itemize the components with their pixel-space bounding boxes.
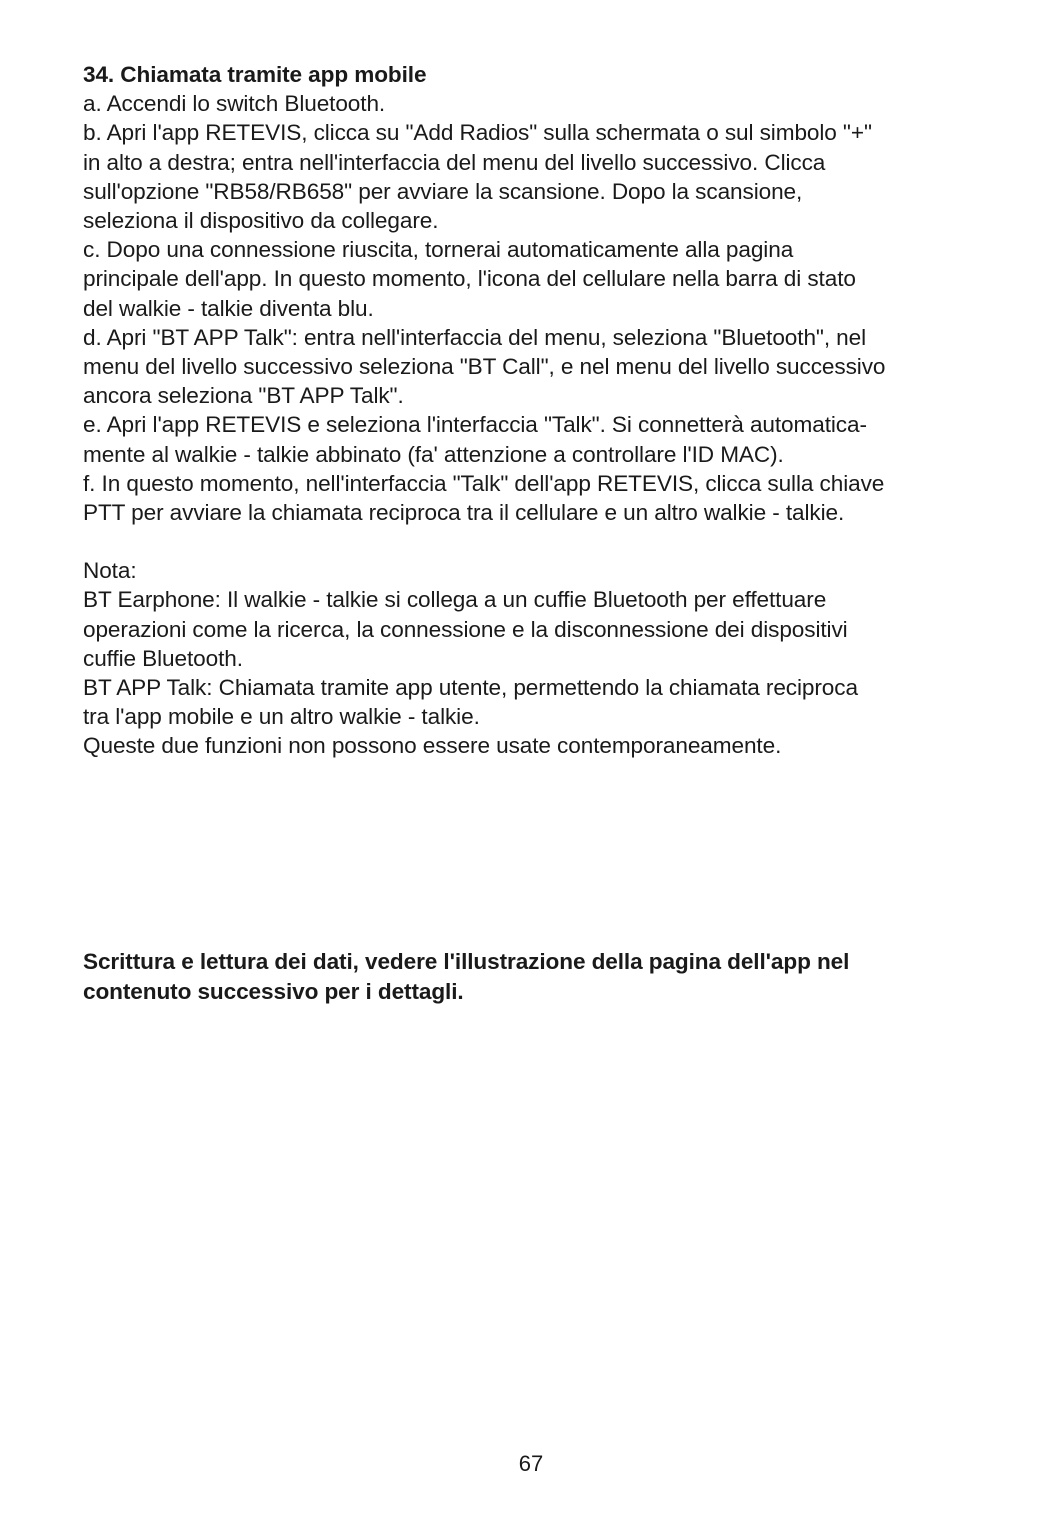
page-content xyxy=(83,60,988,761)
note-line: operazioni come la ricerca, la connessione e la disconnessione dei dispositivi xyxy=(83,616,848,642)
step-line: seleziona il dispositivo da collegare. xyxy=(83,208,439,234)
step-line: b. Apri l'app RETEVIS, clicca su "Add Radios" sulla schermata o sul simbolo "+" xyxy=(83,120,872,146)
note-line: Queste due funzioni non possono essere usate contemporaneamente. xyxy=(83,733,782,759)
data-rw-note-line: Scrittura e lettura dei dati, vedere l'illustrazione della pagina dell'app nel xyxy=(83,949,850,974)
note-line: BT Earphone: Il walkie - talkie si collega a un cuffie Bluetooth per effettuare xyxy=(83,587,827,613)
step-line: principale dell'app. In questo momento, l'icona del cellulare nella barra di stato xyxy=(83,266,856,292)
step-line: in alto a destra; entra nell'interfaccia del menu del livello successivo. Clicca xyxy=(83,149,826,175)
page-number: 67 xyxy=(518,1451,544,1476)
step-b xyxy=(83,118,988,235)
section-title: 34. Chiamata tramite app mobile xyxy=(83,62,427,87)
data-rw-note xyxy=(83,947,988,1006)
step-line: e. Apri l'app RETEVIS e seleziona l'interfaccia "Talk". Si connetterà automatica- xyxy=(83,412,867,438)
step-line: menu del livello successivo seleziona "BT Call", e nel menu del livello successivo xyxy=(83,354,886,380)
note-label: Nota: xyxy=(83,558,137,584)
step-line: del walkie - talkie diventa blu. xyxy=(83,295,374,321)
step-line: sull'opzione "RB58/RB658" per avviare la scansione. Dopo la scansione, xyxy=(83,178,803,204)
note-block xyxy=(83,556,988,760)
step-line: a. Accendi lo switch Bluetooth. xyxy=(83,91,386,117)
note-line: tra l'app mobile e un altro walkie - talkie. xyxy=(83,704,480,730)
step-d xyxy=(83,323,988,411)
data-rw-note-line: contenuto successivo per i dettagli. xyxy=(83,978,464,1004)
step-line: d. Apri "BT APP Talk": entra nell'interfaccia del menu, seleziona "Bluetooth", nel xyxy=(83,324,867,350)
step-line: f. In questo momento, nell'interfaccia "Talk" dell'app RETEVIS, clicca sulla chiave xyxy=(83,470,885,496)
step-f xyxy=(83,469,988,527)
step-a xyxy=(83,89,988,118)
step-line: mente al walkie - talkie abbinato (fa' attenzione a controllare l'ID MAC). xyxy=(83,441,784,467)
step-c xyxy=(83,235,988,323)
spacer xyxy=(83,527,988,556)
step-line: c. Dopo una connessione riuscita, tornerai automaticamente alla pagina xyxy=(83,237,794,263)
step-line: ancora seleziona "BT APP Talk". xyxy=(83,383,404,409)
step-e xyxy=(83,410,988,468)
note-line: BT APP Talk: Chiamata tramite app utente, permettendo la chiamata reciproca xyxy=(83,675,858,701)
step-line: PTT per avviare la chiamata reciproca tra il cellulare e un altro walkie - talkie. xyxy=(83,500,845,526)
note-line: cuffie Bluetooth. xyxy=(83,645,243,671)
